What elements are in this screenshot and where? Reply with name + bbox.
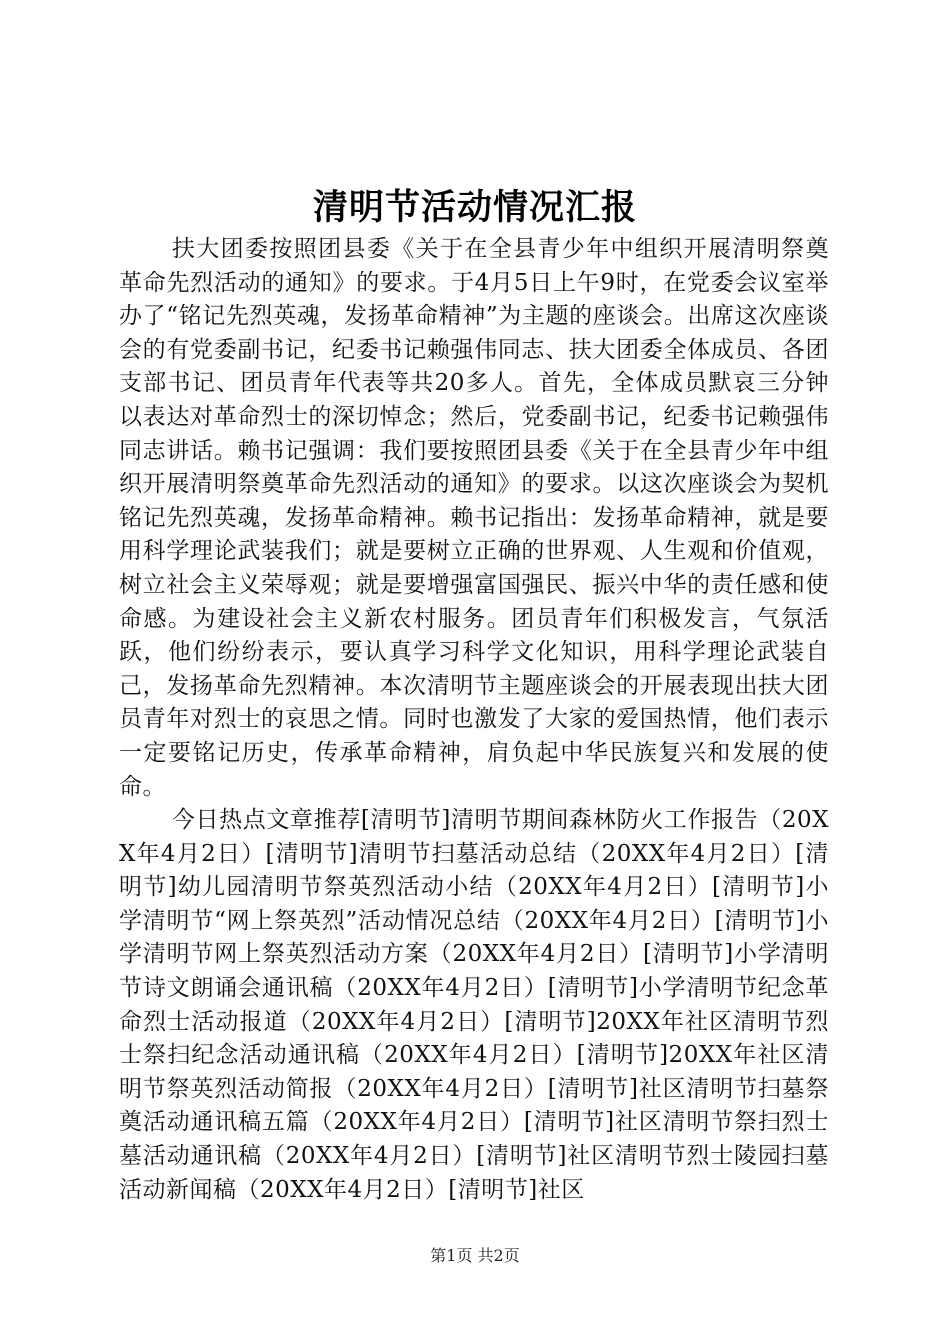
document-title: 清明节活动情况汇报 — [312, 187, 637, 228]
page-footer: 第1页 共2页 — [430, 1246, 520, 1265]
body-paragraph-report: 扶大团委按照团县委《关于在全县青少年中组织开展清明祭奠革命先烈活动的通知》的要求。于4月5日上午9时，在党委会议室举办了“铭记先烈英魂，发扬革命精神”为主题的座谈会。出席这次座谈会的有党委副书记，纪委书记赖强伟同志、扶大团委全体成员、各团支部书记、团员青年代表等共20多人。首先，全体成员默哀三分钟以表达对革命烈士的深切悼念；然后，党委副书记，纪委书记赖强伟同志讲话。赖书记强调：我们要按照团县委《关于在全县青少年中组织开展清明祭奠革命先烈活动的通知》的要求。以这次座谈会为契机铭记先烈英魂，发扬革命精神。赖书记指出：发扬革命精神，就是要用科学理论武装我们；就是要树立正确的世界观、人生观和价值观，树立社会主义荣辱观；就是要增强富国强民、振兴中华的责任感和使命感。为建设社会主义新农村服务。团员青年们积极发言，气氛活跃，他们纷纷表示，要认真学习科学文化知识，用科学理论武装自己，发扬革命先烈精神。本次清明节主题座谈会的开展表现出扶大团员青年对烈士的哀思之情。同时也激发了大家的爱国热情，他们表示一定要铭记历史，传承革命精神，肩负起中华民族复兴和发展的使命。 — [119, 236, 829, 800]
document-body — [119, 233, 829, 1207]
body-paragraph-recommendations: 今日热点文章推荐[清明节]清明节期间森林防火工作报告（20XX年4月2日）[清明节]清明节扫墓活动总结（20XX年4月2日）[清明节]幼儿园清明节祭英烈活动小结（20XX年4月2日）[清明节]小学清明节“网上祭英烈”活动情况总结（20XX年4月2日）[清明节]小学清明节网上祭英烈活动方案（20XX年4月2日）[清明节]小学清明节诗文朗诵会通讯稿（20XX年4月2日）[清明节]小学清明节纪念革命烈士活动报道（20XX年4月2日）[清明节]20XX年社区清明节烈士祭扫纪念活动通讯稿（20XX年4月2日）[清明节]20XX年社区清明节祭英烈活动简报（20XX年4月2日）[清明节]社区清明节扫墓祭奠活动通讯稿五篇（20XX年4月2日）[清明节]社区清明节祭扫烈士墓活动通讯稿（20XX年4月2日）[清明节]社区清明节烈士陵园扫墓活动新闻稿（20XX年4月2日）[清明节]社区 — [119, 807, 829, 1203]
